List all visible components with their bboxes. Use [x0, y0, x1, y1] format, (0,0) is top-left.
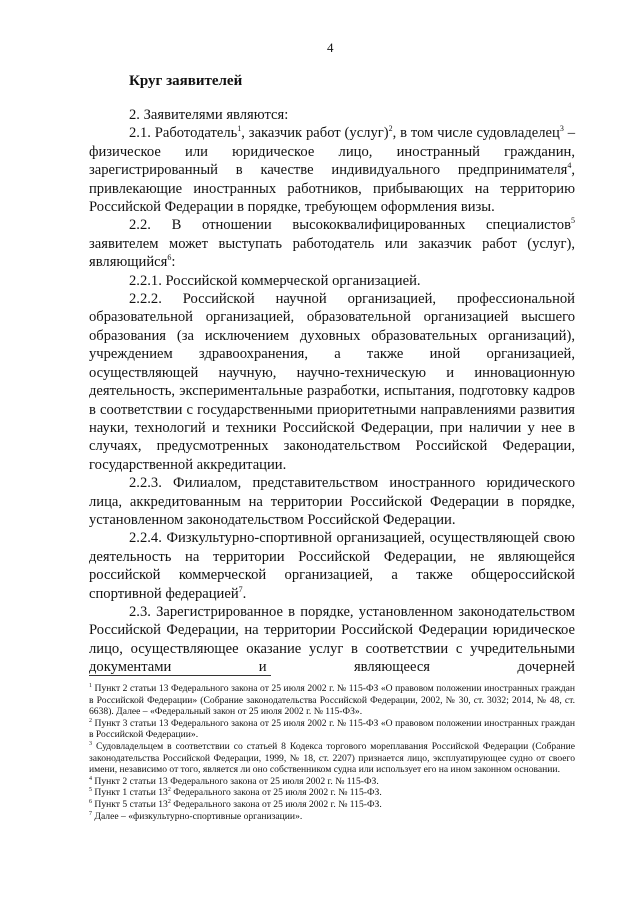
footnote-7: $^7$ Далее – «физкультурно-спортивные организации».: [89, 810, 303, 822]
paragraph-2-3: 2.3. Зарегистрированное в порядке, установленном законодательством Российской Федерации, на территории Российской Федерации юридическое лицо, осуществляющее оказание услуг в соответствии с учредительными документами и являющееся дочерней: [89, 603, 575, 676]
footnote-ref-7: 7: [238, 584, 243, 594]
paragraph-2-2: 2.2. В отношении высококвалифицированных специалистов$^5$ заявителем может выступать работодатель или заказчик работ (услуг), являющийся$^6$:: [89, 216, 575, 271]
footnote-6: $^6$ Пункт 5 статьи $13^2$ Федерального закона от 25 июля 2002 г. № 115-ФЗ.: [89, 798, 382, 810]
footnotes: [89, 683, 575, 822]
paragraph-2-2-1: 2.2.1. Российской коммерческой организацией.: [129, 272, 421, 289]
footnote-ref-4: 4: [567, 161, 572, 171]
footnote-separator: [89, 675, 271, 676]
footnote-4: $^4$ Пункт 2 статьи 13 Федерального закона от 25 июля 2002 г. № 115-ФЗ.: [89, 775, 379, 787]
footnote-5: $^5$ Пункт 1 статьи $13^2$ Федерального закона от 25 июля 2002 г. № 115-ФЗ.: [89, 787, 382, 799]
footnote-ref-3: 3: [559, 124, 564, 134]
footnote-ref-2: 2: [388, 124, 393, 134]
footnote-ref-1: 1: [237, 124, 242, 134]
footnote-ref-5: 5: [571, 216, 575, 226]
paragraph-2-2-3: 2.2.3. Филиалом, представительством иностранного юридического лица, аккредитованным на территории Российской Федерации в порядке, установленном законодательством Российской Федерации.: [89, 475, 575, 528]
paragraph-2-2-4: 2.2.4. Физкультурно-спортивной организацией, осуществляющей свою деятельность на территории Российской Федерации, не являющейся российской коммерческой организацией, а также общероссийской спортивной федерацией$^7$.: [89, 530, 575, 602]
footnote-3: $^3$ Судовладельцем в соответствии со статьей 8 Кодекса торгового мореплавания Российской Федерации (Собрание законодательства Российской Федерации, 1999, № 18, ст. 2207) признается лицо, эксплуатирующее судно от своего имени, независимо от того, является ли оно собственником судна или использует его на ином законном основании.: [89, 740, 575, 776]
paragraph-2: 2. Заявителями являются:: [129, 107, 289, 123]
footnote-1: $^1$ Пункт 2 статьи 13 Федерального закона от 25 июля 2002 г. № 115-ФЗ «О правовом положении иностранных граждан в Российской Федерации» (Собрание законодательства Российской Федерации, 2002, № 30, ст. 3032; 2014, № 48, ст. 6638). Далее – «Федеральный закон от 25 июля 2002 г. № 115-ФЗ».: [89, 683, 575, 718]
page-number: 4: [327, 40, 334, 55]
paragraph-2-2-2: 2.2.2. Российской научной организацией, профессиональной образовательной организацией, образовательной организацией высшего образования (за исключением духовных образовательных организаций), учреждением здравоохранения, а также иной организацией, осуществляющей научную, научно-техническую и инновационную деятельность, экспериментальные разработки, испытания, подготовку кадров в соответствии с государственными приоритетными направлениями развития науки, технологий и техники Российской Федерации, при наличии у нее в случаях, предусмотренных законодательством Российской Федерации, государственной аккредитации.: [89, 291, 575, 473]
paragraph-2-1: 2.1. Работодатель$^1$, заказчик работ (услуг)$^2$, в том числе судовладелец$^3$ – физическое или юридическое лицо, иностранный гражданин, зарегистрированный в качестве индивидуального предпринимателя$^4$, привлекающие иностранных работников, прибывающих на территорию Российской Федерации в порядке, требующем оформления визы.: [89, 124, 576, 216]
main-text: [89, 106, 575, 677]
footnote-ref-6: 6: [167, 253, 172, 263]
section-heading: Круг заявителей: [129, 73, 243, 89]
footnote-2: $^2$ Пункт 3 статьи 13 Федерального закона от 25 июля 2002 г. № 115-ФЗ «О правовом положении иностранных граждан в Российской Федерации».: [89, 717, 575, 741]
